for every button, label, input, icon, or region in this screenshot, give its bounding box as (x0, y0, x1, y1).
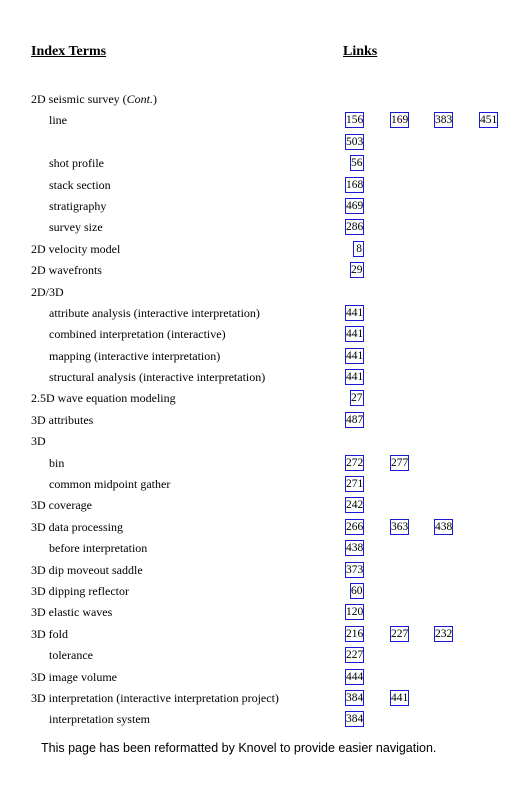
index-entry (0, 367, 531, 388)
index-entry (0, 324, 531, 345)
page-links (0, 645, 531, 666)
index-entry (0, 688, 531, 709)
page-links (0, 260, 531, 281)
index-entry (0, 431, 531, 452)
index-term: 2D/3D (31, 284, 64, 299)
page-link[interactable]: 383 (435, 114, 453, 127)
page-link[interactable]: 373 (346, 563, 364, 576)
index-subterm: structural analysis (interactive interpretation) (49, 370, 266, 385)
page-link[interactable]: 438 (346, 542, 364, 555)
index-entry (0, 645, 531, 666)
index-entry (0, 217, 531, 238)
index-entry (0, 89, 531, 110)
index-subterm: shot profile (49, 156, 104, 171)
index-entry (0, 538, 531, 559)
index-entry (0, 110, 531, 131)
page-link[interactable]: 266 (346, 520, 364, 533)
index-term: 3D image volume (31, 669, 117, 684)
footer-note: This page has been reformatted by Knovel to provide easier navigation. (41, 741, 437, 755)
page-link[interactable]: 156 (346, 114, 364, 127)
page-link[interactable]: 271 (346, 478, 364, 491)
index-entry (0, 453, 531, 474)
page-link[interactable]: 384 (346, 691, 364, 704)
page-link[interactable]: 503 (346, 135, 364, 148)
page-link[interactable]: 441 (346, 328, 364, 341)
page-links (0, 324, 531, 345)
page-link[interactable]: 438 (435, 520, 453, 533)
page-links (0, 431, 531, 452)
page-link[interactable]: 441 (346, 306, 364, 319)
page-links (0, 624, 531, 645)
index-entry (0, 132, 531, 153)
page-link[interactable]: 469 (346, 199, 364, 212)
index-entry (0, 388, 531, 409)
page-link[interactable]: 363 (391, 520, 409, 533)
index-term: 3D dipping reflector (31, 583, 129, 598)
index-entry (0, 410, 531, 431)
index-entry (0, 495, 531, 516)
page-links (0, 303, 531, 324)
page-link[interactable]: 227 (391, 627, 409, 640)
page-links (0, 110, 531, 131)
page-links (0, 175, 531, 196)
index-term: 3D elastic waves (31, 605, 113, 620)
index-term: 3D dip moveout saddle (31, 562, 143, 577)
page-links (0, 517, 531, 538)
page-link[interactable]: 27 (351, 392, 363, 405)
index-term: 2D velocity model (31, 241, 121, 256)
page-link[interactable]: 232 (435, 627, 453, 640)
page-links (0, 153, 531, 174)
index-subterm: interpretation system (49, 712, 150, 727)
index-entry (0, 260, 531, 281)
page-links (0, 538, 531, 559)
index-entry (0, 602, 531, 623)
index-entry (0, 153, 531, 174)
index-entry (0, 667, 531, 688)
index-list (0, 89, 531, 731)
index-subterm: attribute analysis (interactive interpretation) (49, 305, 260, 320)
index-term: 2D seismic survey (Cont.) (31, 92, 157, 106)
page-link[interactable]: 444 (346, 670, 364, 683)
index-term: 3D interpretation (interactive interpretation project) (31, 690, 279, 705)
page-link[interactable]: 169 (391, 114, 409, 127)
index-term: 2D wavefronts (31, 263, 102, 278)
page-link[interactable]: 277 (391, 456, 409, 469)
index-subterm: combined interpretation (interactive) (49, 327, 226, 342)
index-subterm: stack section (49, 177, 111, 192)
index-subterm: before interpretation (49, 541, 148, 556)
index-subterm: stratigraphy (49, 198, 107, 213)
index-subterm: mapping (interactive interpretation) (49, 348, 221, 363)
index-subterm: survey size (49, 220, 103, 235)
page-link[interactable]: 56 (351, 157, 363, 170)
index-term: 3D attributes (31, 412, 94, 427)
page-link[interactable]: 227 (346, 649, 364, 662)
index-entry (0, 560, 531, 581)
page-link[interactable]: 441 (346, 371, 364, 384)
index-entry (0, 517, 531, 538)
links-heading: Links (343, 44, 378, 59)
page-link[interactable]: 8 (353, 241, 364, 257)
page-links (0, 495, 531, 516)
page-links (0, 709, 531, 730)
index-entry (0, 239, 531, 260)
page-links (0, 89, 531, 110)
index-entry (0, 581, 531, 602)
page-links (0, 282, 531, 303)
page-links (0, 560, 531, 581)
index-term: 3D data processing (31, 519, 123, 534)
index-entry (0, 282, 531, 303)
page-links (0, 453, 531, 474)
index-term: 3D (31, 434, 46, 449)
index-subterm: common midpoint gather (49, 477, 171, 492)
page-link[interactable]: 441 (346, 349, 364, 362)
page-links (0, 367, 531, 388)
index-entry (0, 624, 531, 645)
page-links (0, 132, 531, 153)
page-links (0, 346, 531, 367)
index-term: 2.5D wave equation modeling (31, 391, 176, 406)
page-links (0, 602, 531, 623)
page-links (0, 196, 531, 217)
page-links (0, 217, 531, 238)
index-entry (0, 474, 531, 495)
index-terms-heading: Index Terms (31, 44, 107, 59)
index-subterm: line (49, 113, 67, 128)
page-links (0, 239, 531, 260)
page-link[interactable]: 451 (480, 114, 498, 127)
page-link[interactable]: 384 (346, 713, 364, 726)
page-link[interactable]: 286 (346, 221, 364, 234)
page-links (0, 667, 531, 688)
page-link[interactable]: 216 (346, 627, 364, 640)
page-link[interactable]: 487 (346, 413, 364, 426)
index-subterm: tolerance (49, 648, 93, 663)
page-links (0, 581, 531, 602)
page-links (0, 388, 531, 409)
page-link[interactable]: 168 (346, 178, 364, 191)
page-link[interactable]: 272 (346, 456, 364, 469)
index-entry (0, 196, 531, 217)
index-entry (0, 346, 531, 367)
index-entry (0, 175, 531, 196)
page-link[interactable]: 441 (391, 691, 409, 704)
index-term: 3D fold (31, 626, 68, 641)
page-link[interactable]: 242 (346, 499, 364, 512)
page-links (0, 688, 531, 709)
page-links (0, 474, 531, 495)
index-entry (0, 303, 531, 324)
page-link[interactable]: 29 (351, 264, 363, 277)
page-link[interactable]: 120 (346, 606, 364, 619)
index-entry (0, 709, 531, 730)
index-subterm: bin (49, 455, 65, 470)
index-term: 3D coverage (31, 498, 92, 513)
page-link[interactable]: 60 (351, 584, 363, 597)
page-links (0, 410, 531, 431)
